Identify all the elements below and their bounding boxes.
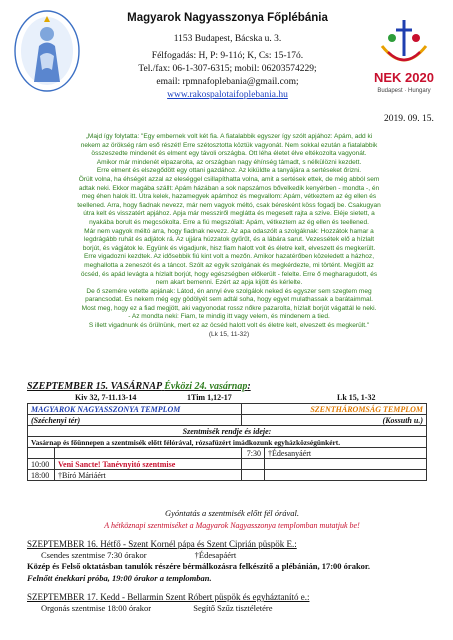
schedule-table: [27, 403, 427, 481]
table-row: [28, 448, 427, 459]
mass-intention: Segítő Szűz tisztéletére: [193, 603, 273, 613]
reading-1: Kiv 32, 7-11.13-14: [75, 393, 137, 402]
event-cell: [55, 448, 242, 459]
time-cell-right: [242, 459, 265, 470]
weekday-note: A hétköznapi szentmiséket a Magyarok Nagyasszonya templomban mutatjuk be!: [104, 521, 360, 530]
choir-note: Felnőtt énekkari próba, 19:00 órakor a templomban.: [27, 573, 212, 583]
gospel-line: De ő szemére vetette apjának: Látod, én annyi éve szolgálok neked és egyszer sem szegtem meg: [86, 287, 372, 295]
sunday-date: SZEPTEMBER 15. VASÁRNAP: [27, 381, 162, 392]
gospel-line: legdrágább ruhát és adjátok rá. Az ujjára húzzatok gyűrűt, és a lábára sarut. Vezessétek elő a hízlalt: [83, 236, 375, 244]
gospel-line: meg éhen halok itt. Útra kelek, hazamegyek apámhoz és megvallom: Apám, vétkeztem az ég ellen és: [81, 193, 377, 201]
day-mass: [41, 550, 437, 560]
mass-time: Csendes szentmise 7:30 órakor: [41, 550, 147, 560]
event-cell-right: †Édesanyáért: [265, 448, 427, 459]
gospel-line: útra kelt és visszatért apjához. Apja már messziről meglátta és megesett rajta a szíve. Eléje sietett, a: [83, 210, 375, 218]
header-info: [90, 10, 365, 100]
gospel-line: nyakába borult és megcsókolta. Erre a fiú megszólalt: Apám, vétkeztem az ég ellen és teellened.: [89, 218, 369, 226]
church-right: SZENTHÁROMSÁG TEMPLOM: [242, 404, 427, 415]
gospel-text: [56, 133, 402, 339]
time-cell: 18:00: [28, 470, 55, 481]
church-left: MAGYAROK NAGYASSZONYA TEMPLOM: [28, 404, 242, 415]
table-row: [28, 459, 427, 470]
table-row: [28, 426, 427, 437]
gospel-line: Örült volna, ha éhségét azzal az eleséggel csillapíthatta volna, amit a sertések ettek, de még abból sem: [78, 175, 380, 183]
gospel-line: borjút, és vágjátok le. Együnk és vigadjunk, hisz fiam halott volt és életre kelt, elveszett és megkerült.: [82, 244, 376, 252]
rosary-note: Vasárnap és főünnepen a szentmisék előtt félórával, rózsafüzért imádkozunk egyházközségünkért.: [28, 437, 427, 448]
gospel-line: Erre vigadozni kezdtek. Az idősebbik fiú kint volt a mezőn. Amikor hazatérőben közeledett a házhoz,: [83, 253, 375, 261]
reading-2: 1Tim 1,12-17: [187, 393, 232, 402]
gospel-line: meghallotta a zeneszót és a táncot. Szólt az egyik szolgának és megkérdezte, mi történt. Megjött az: [84, 261, 374, 269]
sunday-schedule: [27, 381, 427, 481]
weekday-section: [27, 508, 437, 613]
gospel-line: öcséd, és apád levágta a hízlalt borjút, hogy egészségben előkerült - felelte. Erre ő megharagudott, és: [80, 270, 378, 278]
nek-logo-title: NEK 2020: [374, 70, 434, 85]
bulletin-date: 2019. 09. 15.: [384, 114, 434, 124]
website-link[interactable]: www.rakospalotaifoplebania.hu: [167, 90, 288, 100]
gospel-line: - Az mondta neki: Fiam, te mindig itt vagy velem, és mindenem a tied.: [128, 313, 330, 321]
gospel-line: Amikor már mindenét elpazarolta, az országban nagy éhínség támadt, s nélkülözni kezdett.: [96, 158, 362, 166]
sunday-title: SZEPTEMBER 15. VASÁRNAP Évközi 24. vasárnap:: [27, 381, 251, 392]
gospel-line: „Majd így folytatta: "Egy embernek volt két fia. A fiatalabbik egyszer így szólt apjához: Apám, add ki: [85, 133, 373, 140]
street-right: (Kossuth u.): [242, 415, 427, 426]
schedule-header: Szentmisék rendje és ideje:: [28, 426, 427, 437]
time-cell: 10:00: [28, 459, 55, 470]
gospel-line: Most meg, hogy ez a fiad megjött, aki vagyonodat rossz nőkre pazarolta, hízlalt borjút vágattál le neki.: [81, 304, 377, 312]
nek-2020-logo-icon: [368, 16, 440, 98]
nek-logo-sub: Budapest · Hungary: [377, 88, 431, 94]
readings: [27, 393, 427, 402]
event-cell: †Bíró Máriáért: [55, 470, 242, 481]
table-row: [28, 415, 427, 426]
mass-intention: †Édesapáért: [194, 550, 237, 560]
sunday-feast: Évközi 24. vasárnap: [164, 381, 248, 392]
day-mass: [41, 603, 437, 613]
phone: Tel./fax: 06-1-307-6315; mobil: 06203574229;: [138, 64, 317, 74]
gospel-line: teellened. Arra, hogy fiadnak nevezz, már nem vagyok méltó, csak béresként köss fogadj be. Csakugyan: [77, 201, 381, 209]
event-cell: Veni Sancte! Tanévnyitó szentmise: [55, 459, 242, 470]
table-row: [28, 470, 427, 481]
gospel-line: Már nem vagyok méltó arra, hogy fiadnak nevezz. Az apa odaszólt a szolgáknak: Hozzátok hamar a: [84, 227, 374, 235]
event-cell-right: [265, 470, 427, 481]
gospel-line: S illett vigadnunk és örülnünk, mert ez az öcséd halott volt és életre kelt, elveszett és megkerült.": [88, 322, 370, 330]
confirmation-note: Közép és Felső oktatásban tanulók részére bérmálkozásra felkészítő a plébánián, 17:00 órakor.: [27, 561, 371, 571]
time-cell-right: [242, 470, 265, 481]
gospel-reference: (Lk 15, 11-32): [208, 330, 250, 338]
parish-name: Magyarok Nagyasszonya Főplébánia: [127, 12, 328, 24]
gospel-line: összeszedte mindenét és elment egy távoli országba. Ott léha életet élve eltékozolta vagyonát.: [91, 150, 367, 158]
reading-3: Lk 15, 1-32: [337, 393, 376, 402]
table-row: [28, 437, 427, 448]
street-left: (Széchenyi tér): [28, 415, 242, 426]
time-cell-right: 7:30: [242, 448, 265, 459]
day-title: SZEPTEMBER 16. Hétfő - Szent Kornél pápa és Szent Ciprián püspök E.:: [27, 539, 297, 549]
gospel-line: Erre elment és elszegődött egy ottani gazdához. Az kiküldte a tanyájára a sertéseket őrizni.: [96, 167, 362, 175]
gospel-line: adtak neki. Ekkor magába szállt: Apám házában a sok napszámos bővelkedik kenyérben - mondta -, én: [78, 184, 380, 192]
event-cell-right: [265, 459, 427, 470]
mass-time: Orgonás szentmise 18:00 órakor: [41, 603, 152, 613]
parish-logo-icon: [12, 8, 82, 94]
gospel-line: nekem az örökség rám eső részét! Erre szétosztotta köztük vagyonát. Nem sokkal ezután a fiatalabbik: [80, 141, 378, 149]
address: 1153 Budapest, Bácska u. 3.: [173, 34, 282, 44]
gospel-line: parancsodat. Es nekem még egy gödölyét sem adtál soha, hogy egyet mulathassak a barátaimmal.: [85, 296, 373, 304]
gospel-line: nem akart bemenni. Ezért az apja kijött és kérlelte.: [155, 279, 303, 287]
day-title: SZEPTEMBER 17. Kedd - Bellarmin Szent Róbert püspök és egyháztanító e.:: [27, 592, 310, 602]
table-row: [28, 404, 427, 415]
time-cell: [28, 448, 55, 459]
email: email: rpmnafoplebania@gmail.com;: [156, 77, 299, 87]
confession-note: Gyóntatás a szentmisék előtt fél órával.: [164, 508, 300, 518]
office-hours: Félfogadás: H, P: 9-11ó; K, Cs: 15-17ó.: [151, 51, 304, 61]
header: [0, 0, 453, 128]
